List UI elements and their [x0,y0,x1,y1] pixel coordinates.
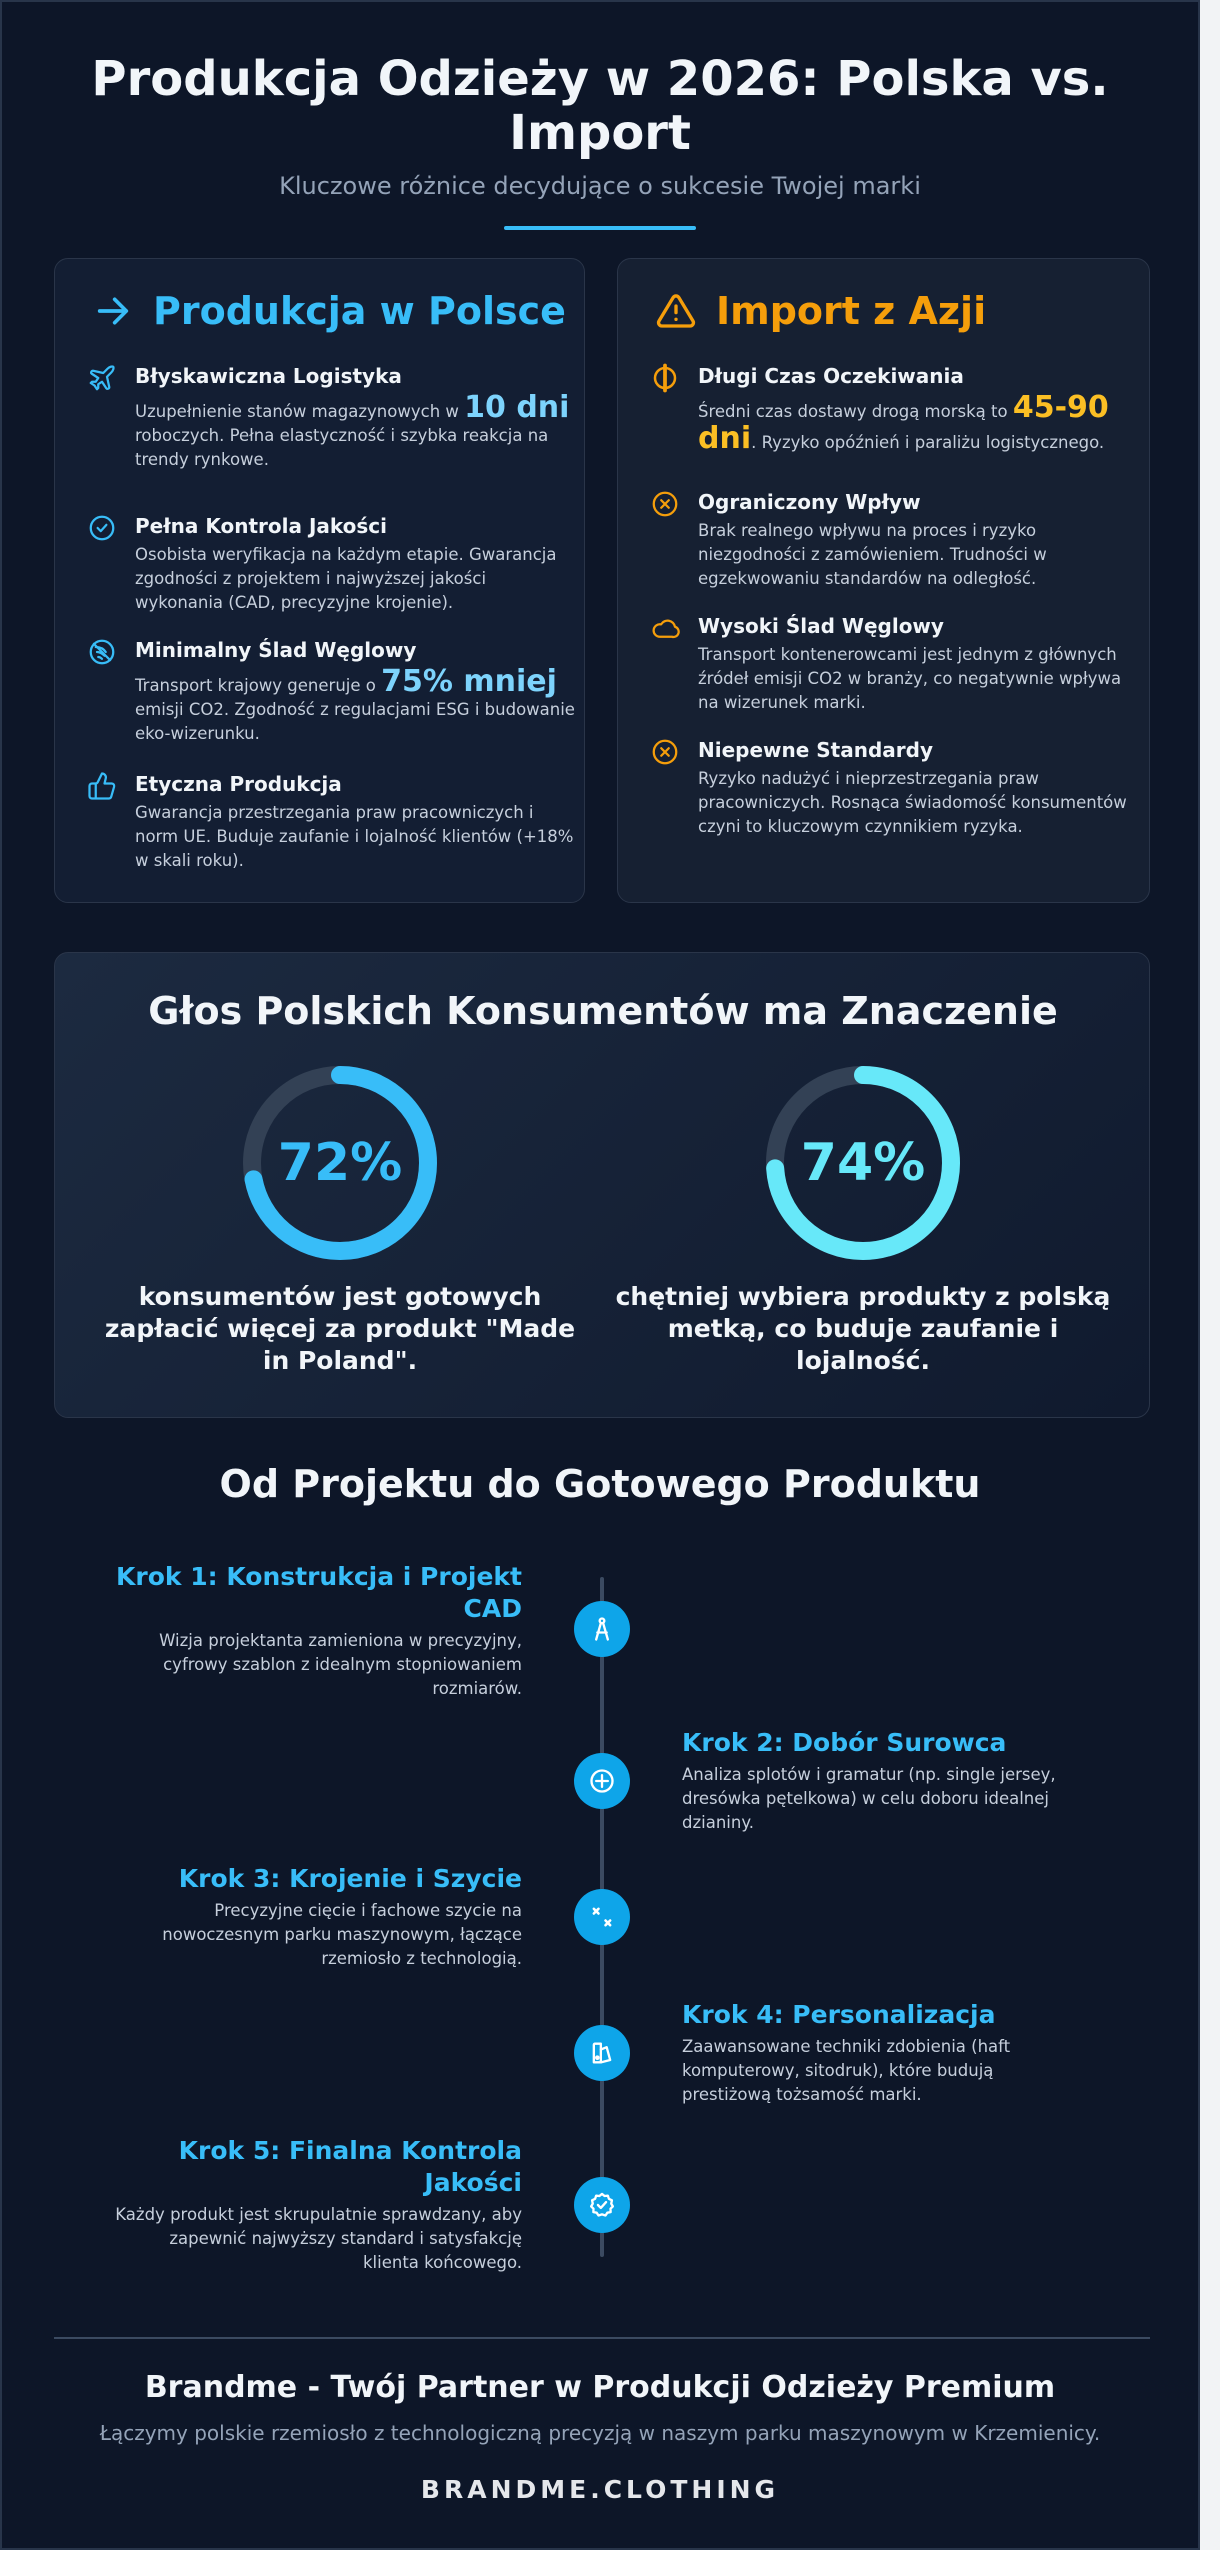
item-title: Pełna Kontrola Jakości [135,514,388,538]
title-underline [504,226,696,230]
step-2 [682,1727,1062,1835]
page-subtitle: Kluczowe różnice decydujące o sukcesie Twojej marki [279,172,921,200]
leaf-off-icon [87,637,117,667]
step-4 [682,1999,1062,2107]
check-circle-icon [87,513,117,543]
stat-value: 72% [277,1133,403,1193]
item-desc: Osobista weryfikacja na każdym etapie. Gwarancja zgodności z projektem i najwyższej jakości wykonania (CAD, precyzyjne krojenie). [135,545,557,612]
item-desc: Gwarancja przestrzegania praw pracowniczych i norm UE. Buduje zaufanie i lojalność klientów (+18% w skali roku). [135,803,574,870]
header [2,52,1198,230]
process-title: Od Projektu do Gotowego Produktu [219,1462,981,1506]
step-desc: Analiza splotów i gramatur (np. single jersey, dresówka pętelkowa) w celu doboru idealnej dzianiny. [682,1765,1056,1832]
arrow-right-icon [93,291,133,331]
item-desc: Ryzyko nadużyć i nieprzestrzegania praw pracowniczych. Rosnąca świadomość konsumentów czyni to kluczowym czynnikiem ryzyka. [698,769,1127,836]
item-title: Ograniczony Wpływ [698,490,921,514]
stat-description: chętniej wybiera produkty z polską metką, co buduje zaufanie i lojalność. [615,1282,1111,1375]
item-desc: Średni czas dostawy drogą morską to 45-90 dni. Ryzyko opóźnień i paraliżu logistycznego. [698,390,1109,456]
step-title: Krok 4: Personalizacja [682,2000,996,2029]
x-circle-icon [650,737,680,767]
step-5-node [574,2177,630,2233]
asia-card-header [656,289,986,333]
compass-icon [588,1615,616,1643]
stats-title: Głos Polskich Konsumentów ma Znaczenie [148,989,1058,1033]
warning-triangle-icon [656,291,696,331]
stat-description: konsumentów jest gotowych zapłacić więcej za produkt "Made in Poland". [104,1282,576,1375]
page-title: Produkcja Odzieży w 2026: Polska vs. Import [91,51,1109,161]
step-2-node [574,1753,630,1809]
item-desc: Transport kontenerowcami jest jednym z głównych źródeł emisji CO2 w branży, co negatywnie wpływa na wizerunek marki. [698,645,1122,712]
x-circle-icon [650,489,680,519]
asia-card-title: Import z Azji [716,289,987,333]
footer-subtitle: Łączymy polskie rzemiosło z technologiczną precyzją w naszym parku maszynowym w Krzemienicy. [99,2421,1101,2445]
cloud-icon [650,613,680,643]
asia-card [617,258,1150,903]
target-icon [588,1767,616,1795]
crosshair-icon [650,363,680,393]
highlight-value: 45-90 dni [698,390,1109,456]
step-desc: Wizja projektanta zamieniona w precyzyjny, cyfrowy szablon z idealnym stopniowaniem rozmiarów. [159,1631,522,1698]
item-title: Minimalny Ślad Węglowy [135,638,417,662]
step-5 [112,2135,522,2275]
step-3 [112,1863,522,1971]
step-4-node [574,2025,630,2081]
footer-title: Brandme - Twój Partner w Produkcji Odzieży Premium [144,2370,1056,2405]
palette-icon [588,2039,616,2067]
plane-icon [87,363,117,393]
badge-check-icon [588,2191,616,2219]
step-3-node [574,1889,630,1945]
item-desc: Uzupełnienie stanów magazynowych w 10 dni roboczych. Pełna elastyczność i szybka reakcja na trendy rynkowe. [135,390,570,469]
step-desc: Zaawansowane techniki zdobienia (haft komputerowy, sitodruk), które budują prestiżową tożsamość marki. [682,2037,1011,2104]
item-desc: Transport krajowy generuje o 75% mniej emisji CO2. Zgodność z regulacjami ESG i budowanie eko-wizerunku. [135,664,575,743]
stat-value: 74% [800,1133,926,1193]
step-title: Krok 2: Dobór Surowca [682,1728,1007,1757]
footer [2,2370,1198,2504]
highlight-value: 75% mniej [381,664,557,699]
step-title: Krok 1: Konstrukcja i Projekt CAD [116,1562,522,1623]
scissors-icon [588,1903,616,1931]
footer-divider [54,2337,1150,2339]
item-desc: Brak realnego wpływu na proces i ryzyko niezgodności z zamówieniem. Trudności w egzekwowaniu standardów na odległość. [698,521,1047,588]
highlight-value: 10 dni [464,390,570,425]
item-title: Błyskawiczna Logistyka [135,364,402,388]
step-1-node [574,1601,630,1657]
step-desc: Każdy produkt jest skrupulatnie sprawdzany, aby zapewnić najwyższy standard i satysfakcję klienta końcowego. [115,2205,522,2272]
step-1 [112,1561,522,1701]
item-title: Długi Czas Oczekiwania [698,364,964,388]
step-title: Krok 3: Krojenie i Szycie [178,1864,522,1893]
item-title: Niepewne Standardy [698,738,934,762]
brand-link[interactable]: BRANDME.CLOTHING [420,2475,780,2504]
thumbs-up-icon [87,771,117,801]
step-title: Krok 5: Finalna Kontrola Jakości [178,2136,522,2197]
item-title: Wysoki Ślad Węglowy [698,614,944,638]
poland-card-header [93,289,566,333]
poland-card [54,258,585,903]
step-desc: Precyzyjne cięcie i fachowe szycie na nowoczesnym parku maszynowym, łączące rzemiosło z technologią. [162,1901,522,1968]
consumer-stats-section [54,952,1150,1418]
item-title: Etyczna Produkcja [135,772,342,796]
poland-card-title: Produkcja w Polsce [153,289,566,333]
